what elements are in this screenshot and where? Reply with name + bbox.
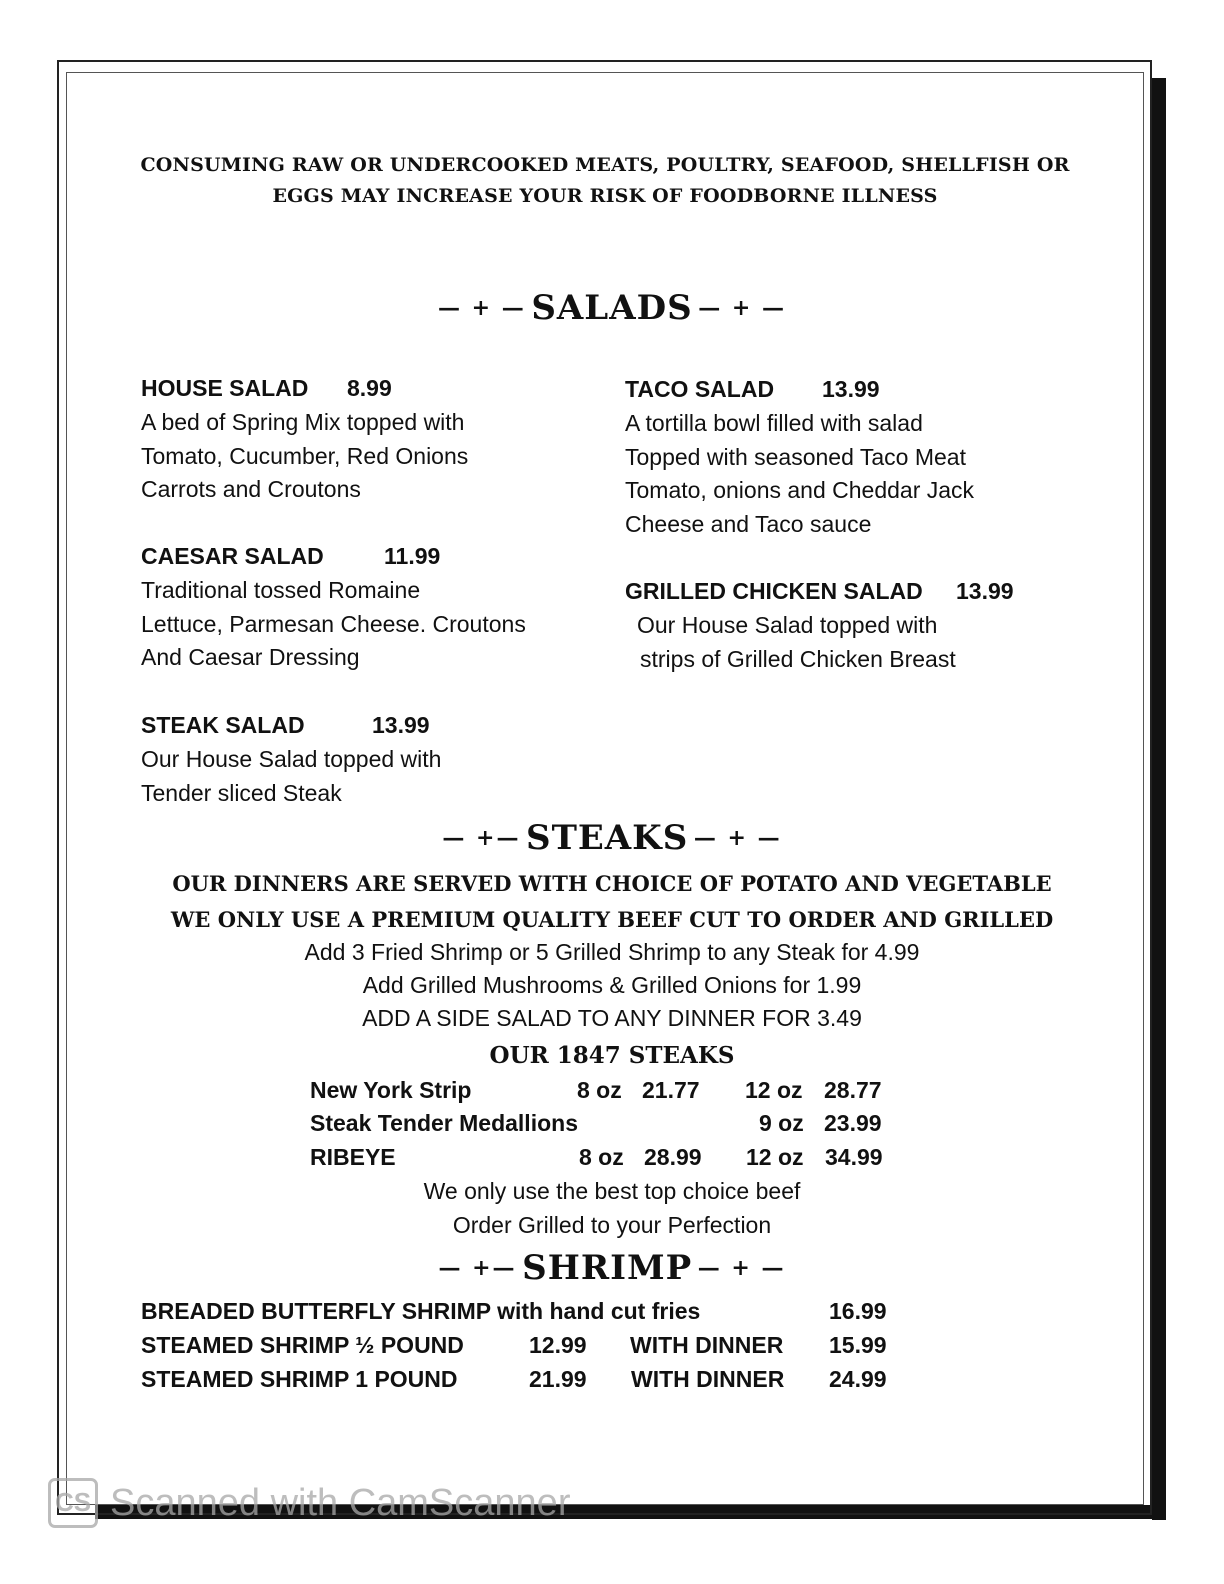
item-desc-line: A tortilla bowl filled with salad [625, 410, 923, 436]
heading-decoration-right: — + — [697, 1255, 786, 1281]
item-desc-line: Our House Salad topped with [141, 746, 442, 772]
warning-line-1: CONSUMING RAW OR UNDERCOOKED MEATS, POULTRY, SEAFOOD, SHELLFISH OR [140, 154, 1070, 176]
item-price: 13.99 [956, 578, 1014, 604]
steak-price: 23.99 [824, 1110, 882, 1136]
shrimp-name: STEAMED SHRIMP ½ POUND [141, 1332, 464, 1358]
steaks-banner-2: WE ONLY USE A PREMIUM QUALITY BEEF CUT TO ORDER AND GRILLED [170, 907, 1054, 932]
steak-name: RIBEYE [310, 1144, 396, 1170]
shrimp-row-breaded-butterfly [0, 1294, 1224, 1328]
menu-item-caesar-salad [141, 540, 526, 675]
steak-size: 9 oz [759, 1110, 804, 1136]
foodborne-warning [130, 150, 1080, 212]
shrimp-row-steamed-half-pound [0, 1328, 1224, 1362]
item-name: HOUSE SALAD [141, 375, 309, 401]
salads-title: SALADS [531, 288, 693, 328]
steaks-subheading: OUR 1847 STEAKS [489, 1042, 735, 1069]
steak-name: Steak Tender Medallions [310, 1110, 578, 1136]
item-name: TACO SALAD [625, 376, 775, 402]
steak-price: 28.77 [824, 1077, 882, 1103]
shrimp-name: STEAMED SHRIMP 1 POUND [141, 1366, 458, 1392]
shrimp-row-steamed-one-pound [0, 1362, 1224, 1396]
steak-size: 8 oz [577, 1077, 622, 1103]
item-desc-line: Carrots and Croutons [141, 476, 361, 503]
item-name: STEAK SALAD [141, 712, 305, 738]
item-price: 8.99 [347, 375, 392, 401]
steak-row-tender-medallions [0, 1107, 1224, 1140]
menu-item-steak-salad [141, 709, 441, 810]
steak-note: ADD A SIDE SALAD TO ANY DINNER FOR 3.49 [362, 1005, 862, 1031]
steak-note: Add Grilled Mushrooms & Grilled Onions for 1.99 [362, 972, 862, 998]
item-desc-line: Tomato, onions and Cheddar Jack [625, 477, 975, 504]
steak-size: 8 oz [579, 1144, 624, 1170]
steak-price: 34.99 [825, 1144, 883, 1170]
item-desc-line: Topped with seasoned Taco Meat [625, 443, 966, 470]
shrimp-dinner-price: 16.99 [829, 1298, 887, 1324]
steak-price: 28.99 [644, 1144, 702, 1170]
shrimp-title: SHRIMP [522, 1248, 693, 1288]
shrimp-dinner-price: 15.99 [829, 1332, 887, 1358]
salads-heading [0, 288, 1224, 328]
item-price: 13.99 [372, 712, 430, 738]
item-desc-line: Our House Salad topped with [637, 612, 938, 638]
item-desc-line: strips of Grilled Chicken Breast [640, 645, 956, 672]
steak-price: 21.77 [642, 1077, 700, 1103]
item-desc-line: And Caesar Dressing [141, 644, 360, 671]
heading-decoration-left: — + — [438, 295, 526, 321]
shrimp-price: 21.99 [529, 1366, 587, 1392]
shrimp-dinner-price: 24.99 [829, 1366, 887, 1392]
steak-name: New York Strip [310, 1077, 472, 1103]
item-price: 11.99 [384, 543, 441, 569]
menu-item-grilled-chicken-salad [625, 575, 1014, 676]
item-desc-line: A bed of Spring Mix topped with [141, 409, 465, 435]
heading-decoration-left: — +— [438, 1255, 517, 1281]
steaks-heading [0, 818, 1224, 858]
steak-size: 12 oz [746, 1144, 804, 1170]
steaks-title: STEAKS [526, 818, 689, 858]
shrimp-dinner-label: WITH DINNER [631, 1366, 785, 1392]
item-name: CAESAR SALAD [141, 543, 324, 569]
heading-decoration-right: — + — [693, 825, 782, 851]
item-desc-line: Tender sliced Steak [141, 779, 342, 806]
item-desc-line: Tomato, Cucumber, Red Onions [141, 442, 469, 469]
heading-decoration-left: — +— [442, 825, 521, 851]
steaks-banner-1: OUR DINNERS ARE SERVED WITH CHOICE OF POTATO AND VEGETABLE [172, 871, 1052, 896]
steak-row-ribeye [0, 1141, 1224, 1174]
watermark-text: Scanned with CamScanner [110, 1481, 571, 1524]
item-price: 13.99 [822, 376, 880, 402]
shrimp-dinner-label: WITH DINNER [630, 1332, 784, 1358]
item-name: GRILLED CHICKEN SALAD [625, 578, 923, 604]
steak-note: Add 3 Fried Shrimp or 5 Grilled Shrimp to any Steak for 4.99 [304, 939, 920, 965]
heading-decoration-right: — + — [698, 295, 786, 321]
warning-line-2: EGGS MAY INCREASE YOUR RISK OF FOODBORNE ILLNESS [272, 185, 938, 207]
item-desc-line: Lettuce, Parmesan Cheese. Croutons [141, 610, 526, 637]
steak-size: 12 oz [745, 1077, 803, 1103]
camscanner-logo-icon: CS [48, 1478, 98, 1528]
shrimp-name: BREADED BUTTERFLY SHRIMP with hand cut fries [141, 1298, 701, 1324]
shrimp-price: 12.99 [529, 1332, 587, 1358]
steak-footer: Order Grilled to your Perfection [452, 1212, 772, 1238]
menu-item-house-salad [141, 372, 468, 507]
item-desc-line: Cheese and Taco sauce [625, 511, 872, 538]
item-desc-line: Traditional tossed Romaine [141, 577, 421, 603]
shrimp-heading [0, 1248, 1224, 1288]
steak-footer: We only use the best top choice beef [423, 1178, 801, 1204]
steak-row-new-york-strip [0, 1074, 1224, 1107]
camscanner-watermark [48, 1473, 570, 1529]
menu-item-taco-salad [625, 373, 974, 542]
